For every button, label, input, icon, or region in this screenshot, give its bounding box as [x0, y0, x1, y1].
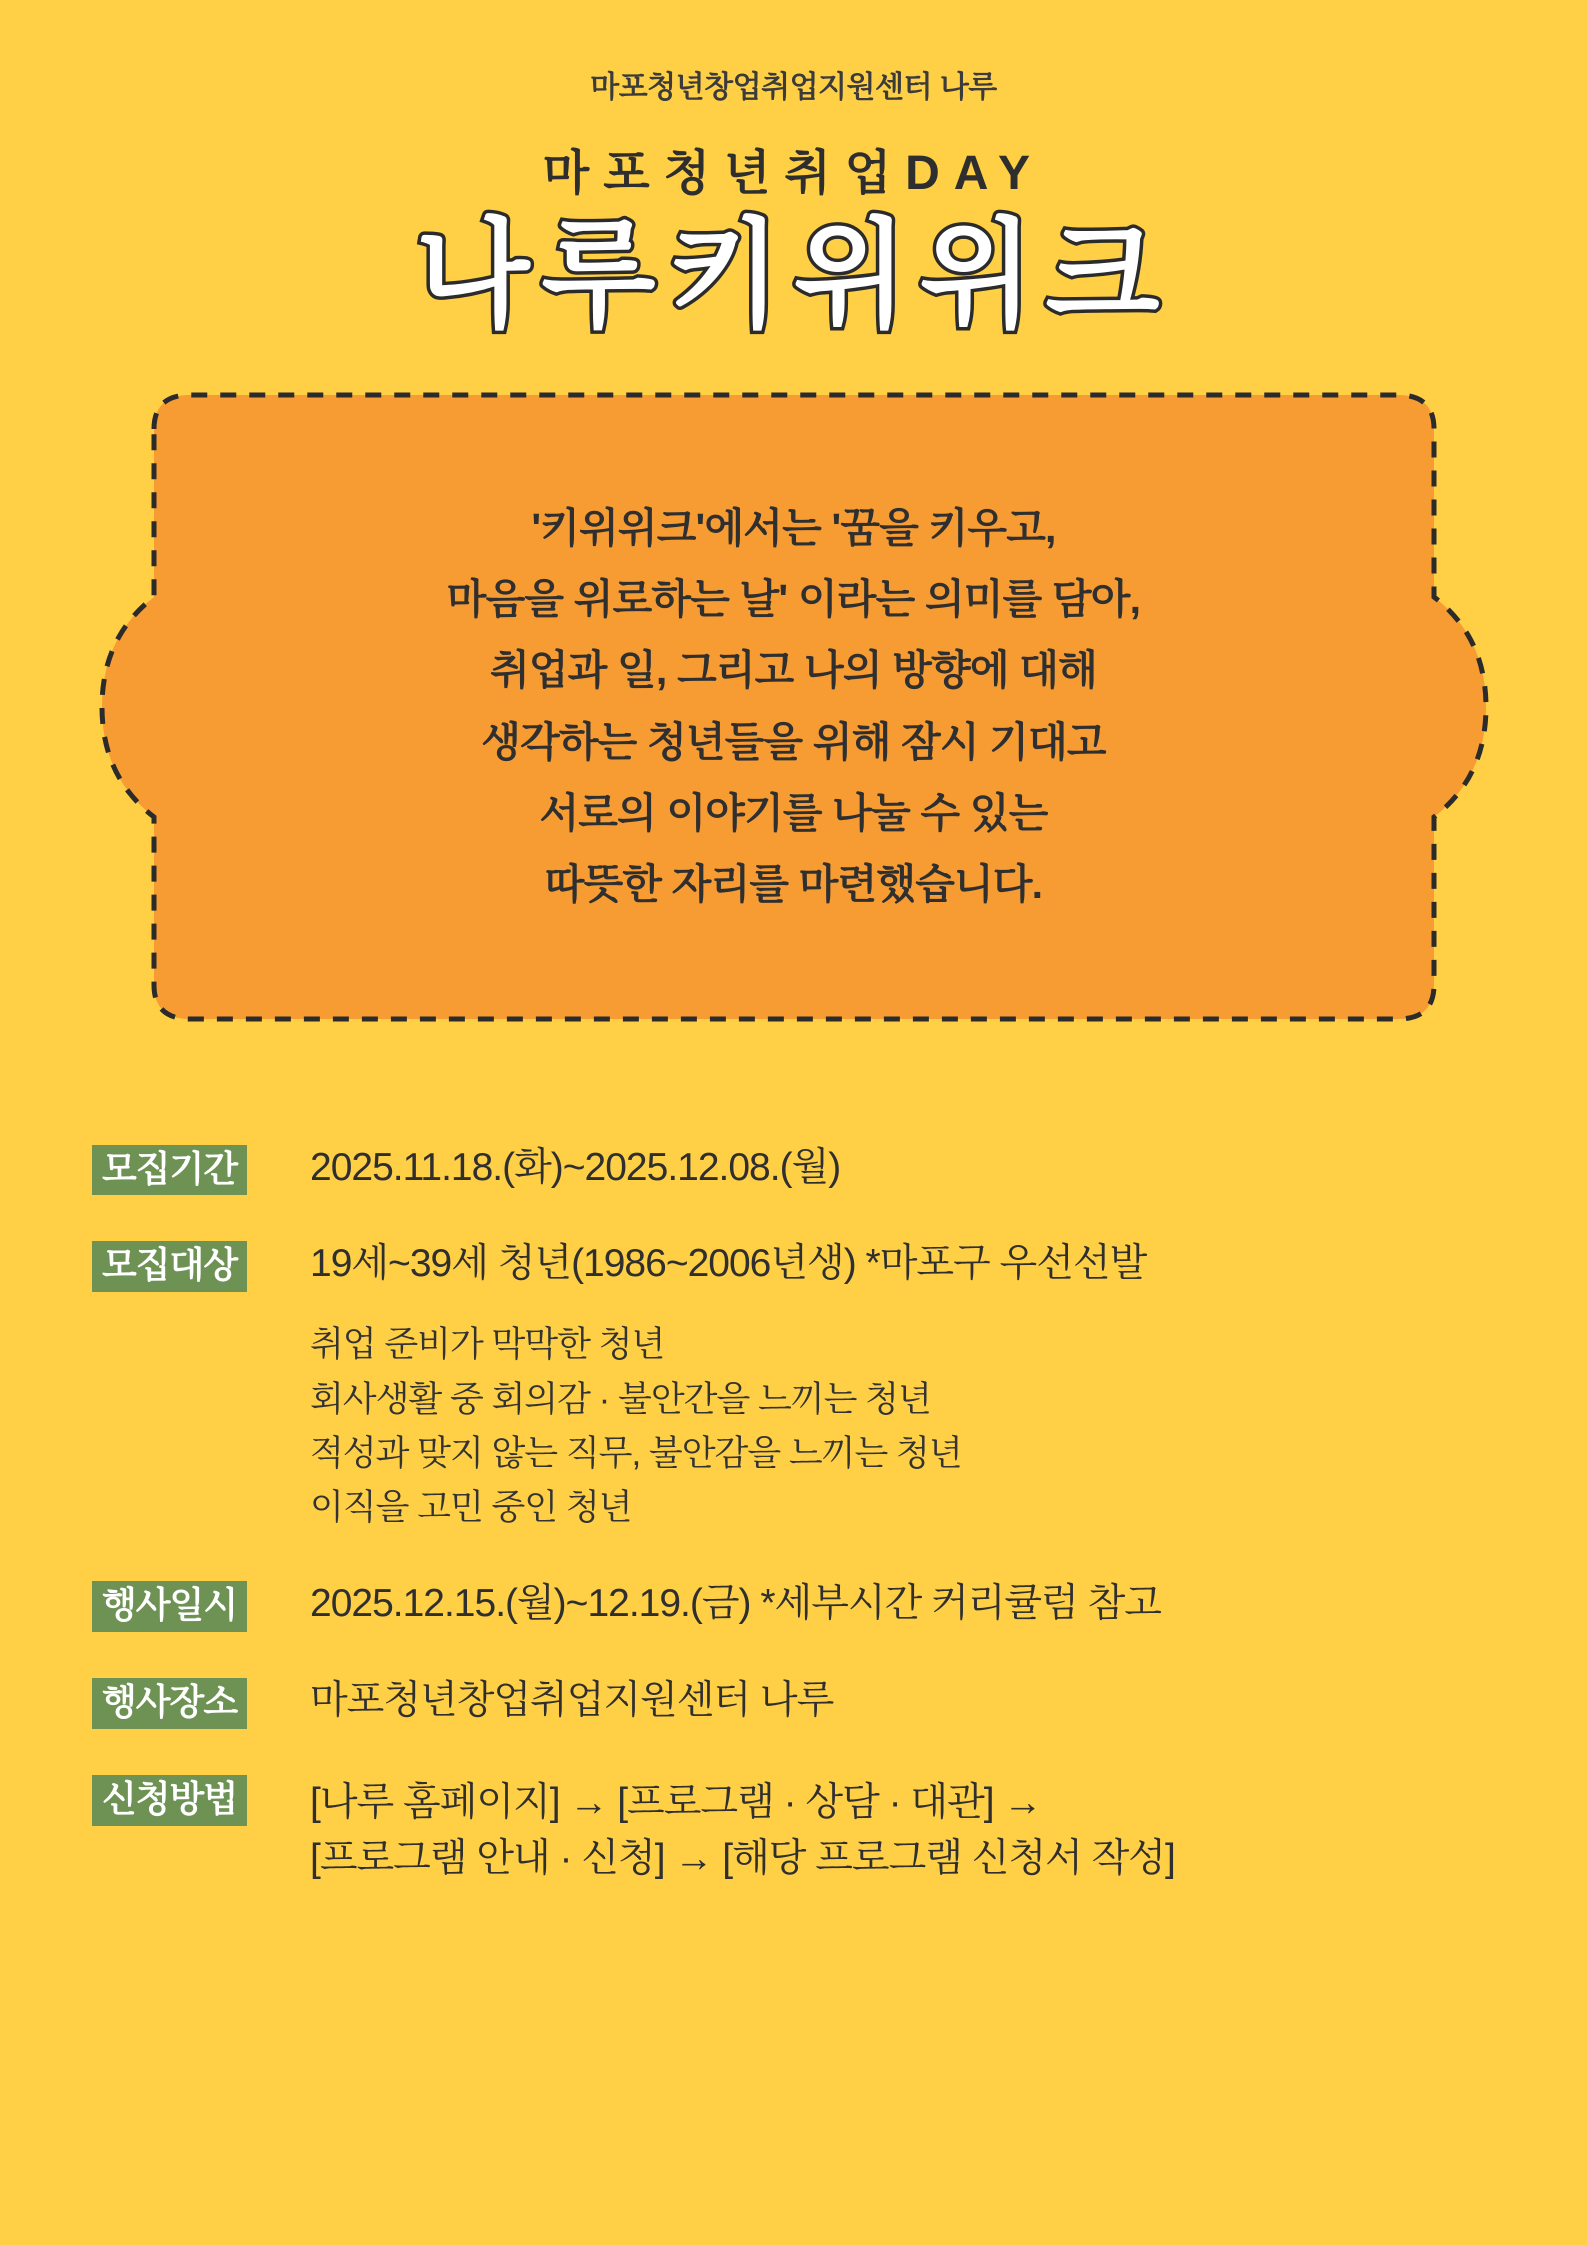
intro-line: 서로의 이야기를 나눌 수 있는: [539, 790, 1048, 837]
intro-line: 따뜻한 자리를 마련했습니다.: [544, 861, 1043, 908]
label-apply: [92, 1775, 288, 1826]
intro-line: '키위위크'에서는 '꿈을 키우고,: [531, 504, 1056, 551]
ticket-box: [94, 387, 1494, 1027]
target-detail-item: 적성과 맞지 않는 직무, 불안감을 느끼는 청년: [310, 1433, 962, 1473]
value-period-text: 2025.11.18.(화)~2025.12.08.(월): [310, 1145, 841, 1189]
label-period: [92, 1145, 288, 1196]
label-datetime: [92, 1581, 288, 1632]
label-period-text: 모집기간: [92, 1145, 247, 1196]
info-row-datetime: [92, 1581, 1495, 1632]
info-list: [0, 1145, 1587, 1888]
poster-header: [0, 0, 1587, 345]
label-place: [92, 1678, 288, 1729]
value-place-text: 마포청년창업취업지원센터 나루: [310, 1679, 834, 1723]
intro-text: [94, 387, 1494, 1027]
event-kicker: 마포청년취업DAY: [542, 147, 1045, 200]
value-apply-line2: [프로그램 안내 · 신청] → [해당 프로그램 신청서 작성]: [310, 1837, 1175, 1881]
value-datetime-text: 2025.12.15.(월)~12.19.(금) *세부시간 커리큘럼 참고: [310, 1582, 1161, 1626]
intro-line: 취업과 일, 그리고 나의 방향에 대해: [490, 647, 1097, 694]
target-detail-list: [310, 1318, 1495, 1535]
intro-section: [94, 387, 1494, 1027]
intro-line: 생각하는 청년들을 위해 잠시 기대고: [481, 718, 1106, 765]
label-place-text: 행사장소: [92, 1678, 247, 1729]
target-detail-item: 취업 준비가 막막한 청년: [310, 1325, 665, 1365]
target-detail-item: 회사생활 중 회의감 · 불안간을 느끼는 청년: [310, 1379, 931, 1419]
value-datetime: [288, 1581, 1495, 1628]
info-row-place: [92, 1678, 1495, 1729]
info-row-apply: [92, 1775, 1495, 1888]
label-target-text: 모집대상: [92, 1241, 247, 1292]
value-apply-line1: [나루 홈페이지] → [프로그램 · 상담 · 대관] →: [310, 1780, 1042, 1824]
value-place: [288, 1678, 1495, 1725]
intro-line: 마음을 위로하는 날' 이라는 의미를 담아,: [446, 576, 1141, 622]
center-name: 마포청년창업취업지원센터 나루: [590, 71, 997, 104]
value-target: [288, 1241, 1495, 1535]
label-target: [92, 1241, 288, 1292]
info-row-period: [92, 1145, 1495, 1196]
target-detail-item: 이직을 고민 중인 청년: [310, 1488, 632, 1528]
value-target-text: 19세~39세 청년(1986~2006년생) *마포구 우선선발: [310, 1242, 1147, 1286]
value-period: [288, 1145, 1495, 1192]
page-title: 나루키위위크: [415, 210, 1172, 342]
label-datetime-text: 행사일시: [92, 1581, 247, 1632]
info-row-target: [92, 1241, 1495, 1535]
value-apply: [288, 1775, 1495, 1888]
label-apply-text: 신청방법: [92, 1775, 247, 1826]
